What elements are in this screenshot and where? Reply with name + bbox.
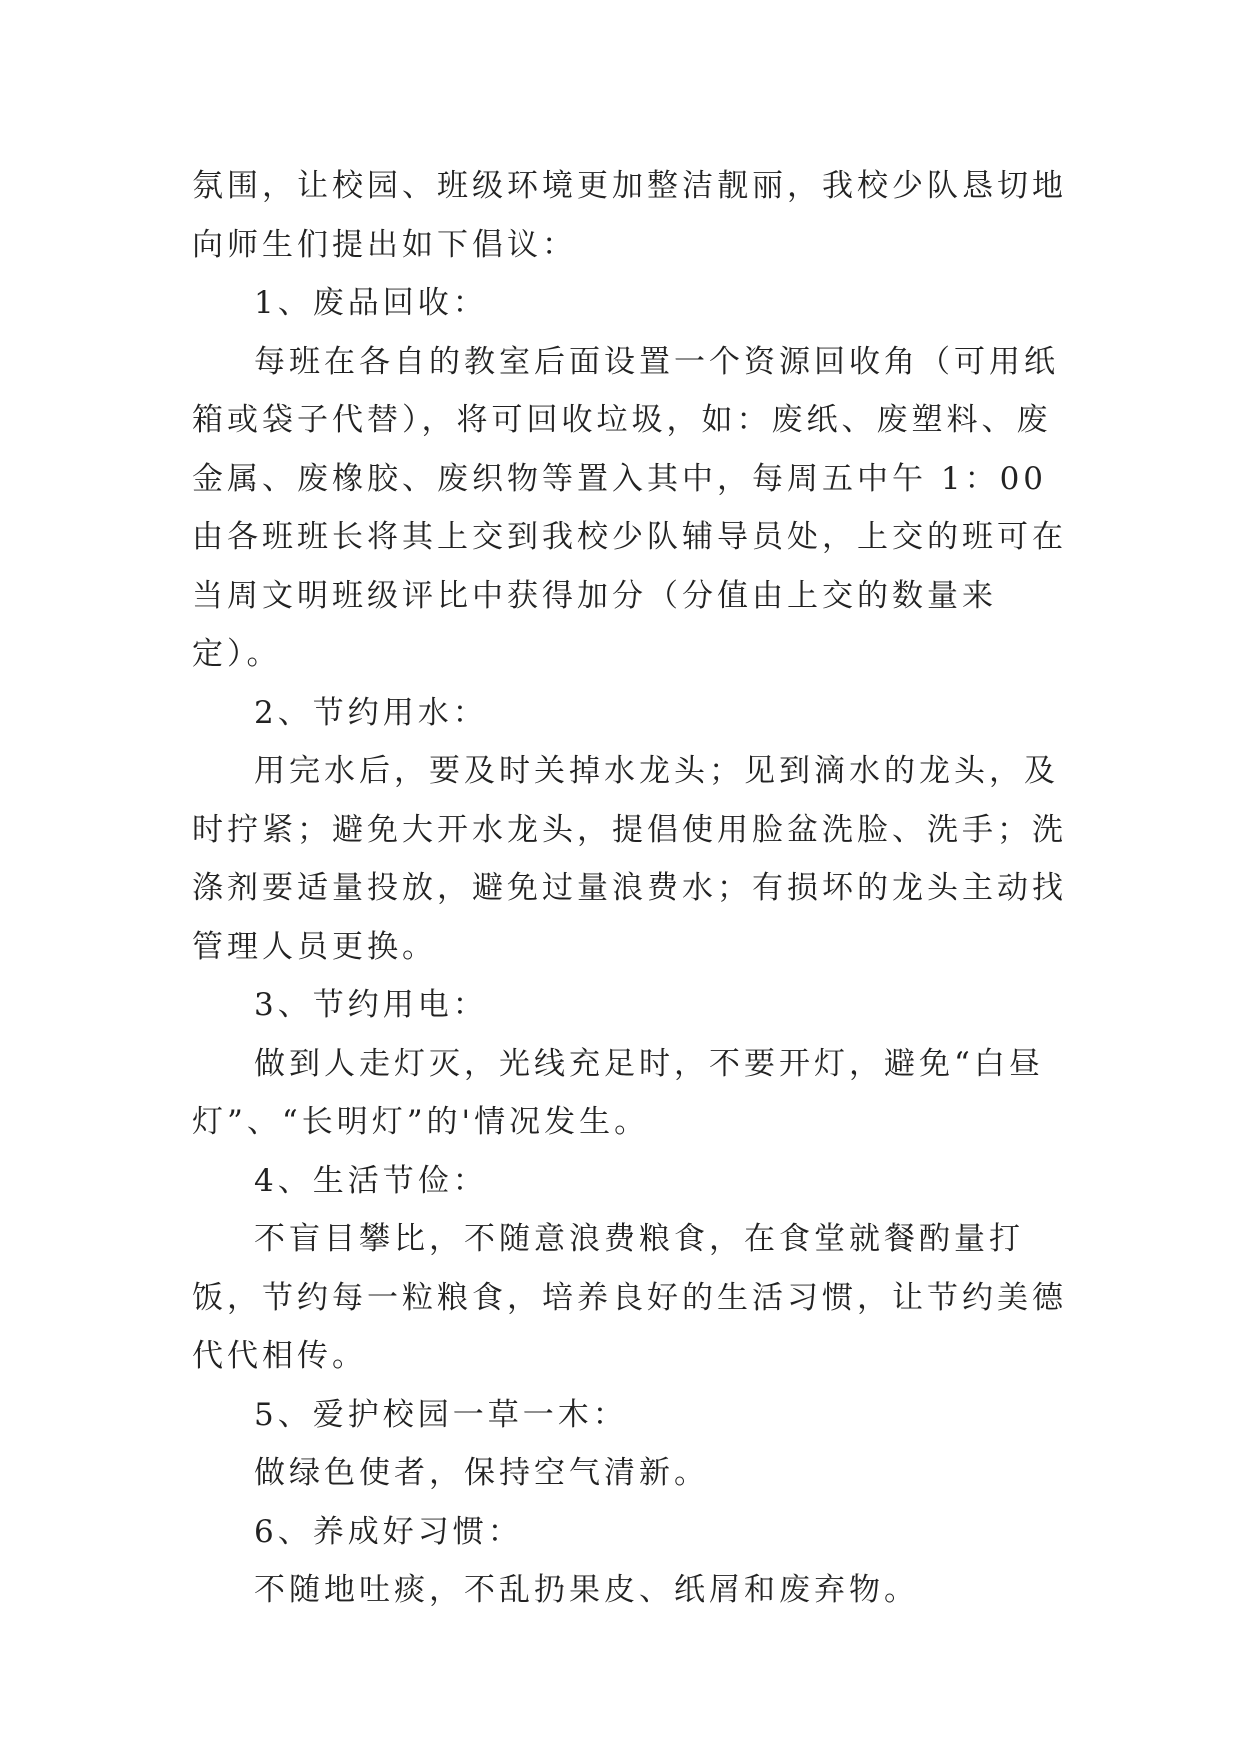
document-body — [192, 157, 1072, 1620]
paragraph-save-electricity: 做到人走灯灭，光线充足时，不要开灯，避免“白昼灯”、“长明灯”的'情况发生。 — [192, 1045, 1044, 1140]
heading-protect-campus-plants: 5、爱护校园一草一木： — [254, 1396, 628, 1433]
heading-save-electricity: 3、节约用电： — [254, 987, 488, 1023]
paragraph-good-habits: 不随地吐痰，不乱扔果皮、纸屑和废弃物。 — [254, 1572, 919, 1608]
heading-waste-recycling: 1、废品回收： — [254, 285, 488, 321]
paragraph-protect-campus-plants: 做绿色使者，保持空气清新。 — [254, 1455, 709, 1491]
heading-good-habits: 6、养成好习惯： — [254, 1513, 523, 1550]
paragraph-waste-recycling: 每班在各自的教室后面设置一个资源回收角（可用纸箱或袋子代替），将可回收垃圾，如：废纸、废塑料、废金属、废橡胶、废织物等置入其中，每周五中午 1：00 由各班班长将其上交到我校少队辅导员处，上交的班可在当周文明班级评比中获得加分（分值由上交的数量来定）。 — [192, 343, 1067, 672]
paragraph-intro-continuation: 氛围，让校园、班级环境更加整洁靓丽，我校少队恳切地向师生们提出如下倡议： — [192, 168, 1067, 263]
paragraph-save-water: 用完水后，要及时关掉水龙头；见到滴水的龙头，及时拧紧；避免大开水龙头，提倡使用脸盆洗脸、洗手；洗涤剂要适量投放，避免过量浪费水；有损坏的龙头主动找管理人员更换。 — [192, 753, 1067, 965]
heading-save-water: 2、节约用水： — [254, 694, 488, 731]
paragraph-frugal-living: 不盲目攀比，不随意浪费粮食，在食堂就餐酌量打饭，节约每一粒粮食，培养良好的生活习惯，让节约美德代代相传。 — [192, 1221, 1067, 1374]
heading-frugal-living: 4、生活节俭： — [254, 1162, 488, 1199]
